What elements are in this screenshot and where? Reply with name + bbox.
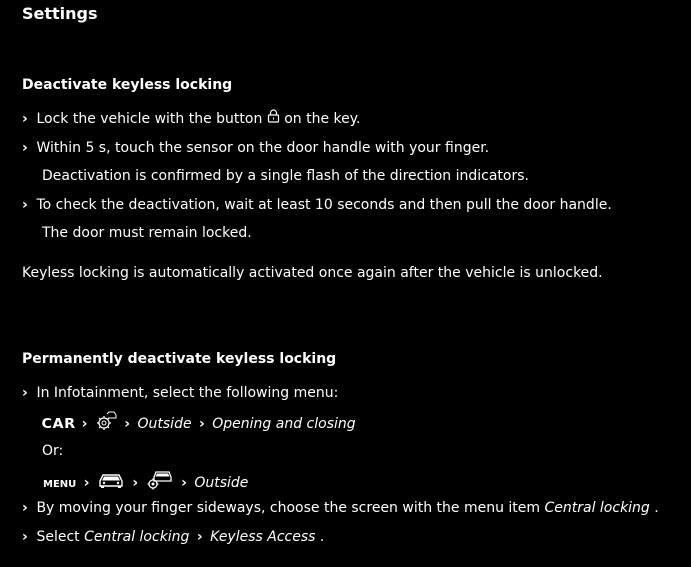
- deactivate-heading: Deactivate keyless locking: [22, 77, 233, 93]
- chevron-right-icon: ›: [22, 140, 28, 156]
- deactivate-step-1: › Lock the vehicle with the button on the key.: [22, 111, 361, 127]
- menu-button-label: MENU: [43, 479, 77, 490]
- chevron-right-icon: ›: [22, 197, 28, 213]
- menu-path-car: CAR › › Outside › Opening and closing: [43, 411, 356, 437]
- chevron-right-icon: ›: [83, 475, 90, 491]
- car-settings-gear-icon: [95, 411, 117, 437]
- permanent-step-3: › Select Central locking › Keyless Access .: [22, 529, 325, 545]
- chevron-right-icon: ›: [181, 475, 187, 491]
- car-button-label: CAR: [41, 417, 76, 432]
- deactivate-step-2: › Within 5 s, touch the sensor on the door handle with your finger.: [22, 140, 490, 156]
- deactivate-step-3: › To check the deactivation, wait at least 10 seconds and then pull the door handle.: [22, 197, 612, 213]
- menu-path-menu: MENU › › › Outside: [43, 469, 248, 497]
- auto-activation-note: Keyless locking is automatically activated once again after the vehicle is unlocked.: [22, 265, 603, 281]
- chevron-right-icon: ›: [199, 416, 205, 432]
- car-icon: [97, 471, 125, 495]
- chevron-right-icon: ›: [22, 529, 28, 545]
- chevron-right-icon: ›: [22, 111, 28, 127]
- permanent-heading: Permanently deactivate keyless locking: [22, 351, 337, 367]
- chevron-right-icon: ›: [22, 500, 28, 516]
- chevron-right-icon: ›: [22, 385, 28, 401]
- lock-icon: [267, 109, 280, 129]
- chevron-right-icon: ›: [132, 475, 139, 491]
- permanent-step-2: › By moving your finger sideways, choose the screen with the menu item Central locking .: [22, 500, 659, 516]
- car-gear-icon: [146, 469, 174, 497]
- page-title: Settings: [22, 4, 98, 23]
- deactivate-step-3-note: The door must remain locked.: [42, 225, 252, 241]
- or-label: Or:: [42, 443, 64, 459]
- chevron-right-icon: ›: [196, 529, 203, 545]
- chevron-right-icon: ›: [81, 416, 88, 432]
- chevron-right-icon: ›: [124, 416, 131, 432]
- permanent-step-1: › In Infotainment, select the following menu:: [22, 385, 339, 401]
- deactivate-step-2-note: Deactivation is confirmed by a single flash of the direction indicators.: [42, 168, 529, 184]
